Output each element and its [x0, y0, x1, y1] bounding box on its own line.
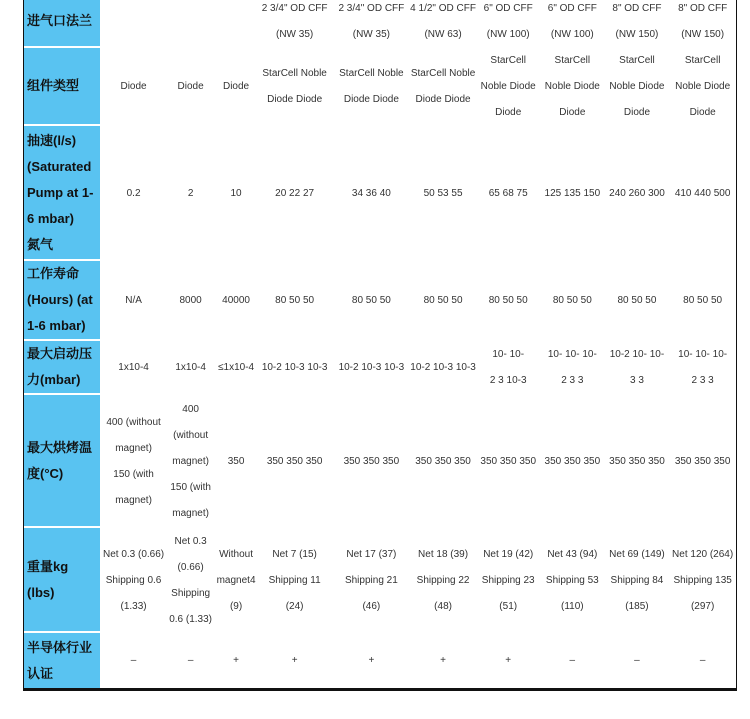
spec-cell [605, 126, 670, 261]
spec-cell [216, 395, 256, 528]
spec-cell-value: 10- 10- 10- 2 3 3 [547, 349, 597, 386]
spec-cell-value: Diode [222, 81, 250, 92]
spec-cell-value: 80 50 50 [683, 295, 723, 306]
spec-cell-value: 10-2 10-3 10-3 [410, 362, 476, 373]
spec-cell-value: Net 69 (149) Shipping 84 (185) [609, 548, 665, 612]
spec-cell-value: 6" OD CFF (NW 100) [547, 3, 597, 40]
spec-cell-value: 1x10-4 [118, 362, 149, 373]
spec-cell [102, 48, 166, 126]
spec-cell-value: – [130, 654, 137, 666]
spec-cell-value: 2 3/4" OD CFF (NW 35) [338, 3, 405, 40]
spec-cell [165, 395, 215, 528]
spec-cell-value: + [233, 654, 239, 666]
spec-row [24, 0, 736, 48]
row-header [24, 395, 102, 528]
spec-cell [669, 48, 736, 126]
spec-cell [256, 395, 333, 528]
spec-cell-value: 80 50 50 [617, 295, 657, 306]
spec-cell [669, 528, 736, 633]
spec-cell [476, 528, 540, 633]
spec-cell [256, 341, 333, 395]
spec-cell [605, 261, 670, 341]
spec-cell-value: – [187, 654, 194, 666]
spec-cell [333, 261, 410, 341]
row-header-label: 进气口法兰 [27, 13, 93, 28]
spec-cell [256, 0, 333, 48]
spec-cell-value: 4 1/2" OD CFF (NW 63) [410, 3, 476, 40]
spec-cell [165, 341, 215, 395]
spec-cell [605, 0, 670, 48]
row-header [24, 261, 102, 341]
spec-cell-value: Without magnet4 (9) [216, 548, 256, 612]
spec-cell-value: N/A [125, 295, 142, 306]
spec-cell-value: – [569, 654, 576, 666]
spec-row [24, 341, 736, 395]
spec-cell [669, 341, 736, 395]
spec-cell [605, 528, 670, 633]
spec-cell [410, 0, 477, 48]
spec-cell-value: 65 68 75 [488, 187, 528, 199]
spec-row [24, 48, 736, 126]
spec-cell-value: 240 260 300 [609, 187, 665, 199]
row-header [24, 126, 102, 261]
spec-cell-value: 80 50 50 [423, 295, 463, 306]
spec-cell [605, 395, 670, 528]
spec-cell-value: 40000 [222, 295, 250, 306]
spec-cell [476, 633, 540, 688]
row-header-label: 抽速(l/s) (Saturated Pump at 1- 6 mbar) 氮气 [27, 132, 94, 252]
spec-cell-value: 350 350 350 [674, 455, 731, 467]
spec-row [24, 261, 736, 341]
spec-cell-value: 350 350 350 [343, 455, 400, 467]
spec-cell-value: 10-2 10-3 10-3 [261, 362, 328, 373]
spec-cell-value: Net 17 (37) Shipping 21 (46) [344, 548, 398, 612]
spec-cell-value: 2 [187, 187, 194, 199]
spec-cell [540, 48, 605, 126]
spec-cell-value: 8000 [179, 295, 202, 306]
spec-cell [165, 633, 215, 688]
spec-cell-value: 125 135 150 [544, 187, 601, 199]
spec-cell [333, 528, 410, 633]
spec-cell-value: – [699, 654, 706, 666]
spec-cell [605, 633, 670, 688]
spec-cell-value: 50 53 55 [423, 187, 463, 199]
spec-cell [333, 48, 410, 126]
spec-cell [216, 0, 256, 48]
spec-cell [540, 528, 605, 633]
spec-cell-value: 0.2 [126, 187, 141, 199]
spec-cell [669, 633, 736, 688]
spec-cell [410, 126, 477, 261]
spec-cell-value: + [291, 654, 298, 666]
spec-cell-value: 350 350 350 [266, 455, 323, 467]
spec-cell [476, 126, 540, 261]
spec-cell [669, 126, 736, 261]
spec-cell-value: Net 19 (42) Shipping 23 (51) [481, 548, 535, 612]
spec-cell-value: + [368, 654, 375, 666]
spec-cell [216, 48, 256, 126]
spec-cell-value: 34 36 40 [351, 187, 391, 199]
spec-row [24, 395, 736, 528]
spec-table [23, 0, 737, 691]
spec-cell [540, 341, 605, 395]
row-header [24, 633, 102, 688]
row-header [24, 528, 102, 633]
spec-cell-value: 350 350 350 [609, 455, 665, 467]
spec-cell [540, 395, 605, 528]
spec-cell [102, 395, 166, 528]
spec-cell-value: 10- 10- 2 3 10-3 [489, 349, 527, 386]
row-header [24, 341, 102, 395]
spec-cell-value: StarCell Noble Diode Diode [480, 55, 536, 118]
row-header-label: 最大烘烤温 度(°C) [27, 439, 93, 481]
spec-cell [605, 341, 670, 395]
spec-cell [333, 126, 410, 261]
spec-cell [102, 261, 166, 341]
row-header [24, 0, 102, 48]
spec-cell [540, 633, 605, 688]
spec-cell-value: 80 50 50 [488, 295, 528, 306]
spec-cell-value: Net 43 (94) Shipping 53 (110) [545, 548, 599, 612]
spec-cell-value: Diode [120, 81, 147, 92]
spec-cell [605, 48, 670, 126]
spec-cell [333, 395, 410, 528]
spec-cell-value: + [440, 654, 446, 666]
spec-cell-value: 10-2 10-3 10-3 [338, 362, 405, 373]
spec-cell [216, 341, 256, 395]
spec-row [24, 633, 736, 688]
spec-cell [540, 126, 605, 261]
spec-cell [165, 48, 215, 126]
spec-cell-value: 6" OD CFF (NW 100) [483, 3, 533, 40]
spec-cell [102, 341, 166, 395]
spec-cell [540, 0, 605, 48]
spec-cell [476, 0, 540, 48]
spec-cell-value: Net 120 (264) Shipping 135 (297) [672, 548, 734, 612]
spec-cell [476, 261, 540, 341]
spec-cell [333, 341, 410, 395]
spec-cell [410, 341, 477, 395]
spec-cell-value: 1x10-4 [175, 362, 206, 373]
spec-cell [410, 633, 477, 688]
spec-cell [165, 0, 215, 48]
spec-cell [476, 395, 540, 528]
spec-cell [216, 633, 256, 688]
spec-cell [410, 261, 477, 341]
spec-cell [333, 633, 410, 688]
spec-cell [669, 0, 736, 48]
row-header-label: 重量kg (lbs) [27, 558, 69, 600]
spec-cell [476, 341, 540, 395]
spec-cell-value: 350 [227, 455, 245, 467]
spec-cell-value: 10-2 10- 10- 3 3 [609, 349, 665, 386]
spec-cell-value: 350 350 350 [480, 455, 537, 467]
spec-cell-value: Net 7 (15) Shipping 11 (24) [268, 548, 321, 612]
spec-cell-value: + [505, 654, 512, 666]
spec-cell-value: 80 50 50 [552, 295, 592, 306]
spec-cell [476, 48, 540, 126]
spec-cell-value: 410 440 500 [674, 187, 731, 199]
spec-cell-value: 400 (without magnet) 150 (with magnet) [170, 403, 211, 519]
spec-cell [102, 528, 166, 633]
spec-cell-value: StarCell Noble Diode Diode [339, 68, 404, 105]
spec-cell-value: Net 0.3 (0.66) Shipping 0.6 (1.33) [169, 535, 213, 625]
spec-cell-value: ≤1x10-4 [218, 362, 255, 373]
spec-cell [165, 261, 215, 341]
spec-row [24, 528, 736, 633]
spec-cell [256, 528, 333, 633]
spec-cell-value: StarCell Noble Diode Diode [262, 68, 327, 105]
spec-cell [410, 395, 477, 528]
spec-cell [256, 48, 333, 126]
spec-cell [216, 126, 256, 261]
spec-cell [102, 126, 166, 261]
row-header [24, 48, 102, 126]
spec-cell-value: 10- 10- 10- 2 3 3 [678, 349, 728, 386]
spec-cell [256, 633, 333, 688]
spec-cell-value: 20 22 27 [275, 187, 315, 199]
spec-cell-value: StarCell Noble Diode Diode [609, 55, 665, 118]
spec-cell [165, 126, 215, 261]
spec-cell [216, 528, 256, 633]
spec-cell-value: 2 3/4" OD CFF (NW 35) [261, 3, 328, 40]
spec-cell-value: 80 50 50 [351, 295, 391, 306]
row-header-label: 半导体行业 认证 [27, 639, 93, 681]
row-header-label: 最大启动压 力(mbar) [27, 346, 93, 387]
spec-cell-value: Net 0.3 (0.66) Shipping 0.6 (1.33) [102, 548, 165, 612]
spec-cell-value: 400 (without magnet) 150 (with magnet) [106, 416, 161, 506]
spec-cell [410, 528, 477, 633]
row-header-label: 工作寿命 (Hours) (at 1-6 mbar) [27, 266, 93, 333]
spec-cell-value: 8" OD CFF (NW 150) [678, 3, 728, 40]
spec-cell [256, 261, 333, 341]
spec-cell [102, 633, 166, 688]
spec-cell [256, 126, 333, 261]
spec-cell-value: 8" OD CFF (NW 150) [612, 3, 662, 40]
spec-cell-value: 350 350 350 [544, 455, 601, 467]
spec-cell [102, 0, 166, 48]
spec-cell-value: – [634, 654, 640, 666]
spec-cell-value: 80 50 50 [275, 295, 315, 306]
spec-row [24, 126, 736, 261]
spec-cell-value: 10 [230, 187, 242, 199]
spec-cell-value: StarCell Noble Diode Diode [544, 55, 600, 118]
spec-cell-value: Diode [177, 81, 204, 92]
spec-cell-value: 350 350 350 [415, 455, 471, 467]
spec-cell-value: Net 18 (39) Shipping 22 (48) [416, 548, 470, 612]
spec-cell [540, 261, 605, 341]
row-header-label: 组件类型 [27, 78, 80, 93]
spec-cell-value: StarCell Noble Diode Diode [410, 68, 476, 105]
spec-cell [410, 48, 477, 126]
spec-cell [333, 0, 410, 48]
spec-cell [669, 261, 736, 341]
spec-cell-value: StarCell Noble Diode Diode [675, 55, 731, 118]
spec-cell [669, 395, 736, 528]
spec-cell [216, 261, 256, 341]
spec-cell [165, 528, 215, 633]
